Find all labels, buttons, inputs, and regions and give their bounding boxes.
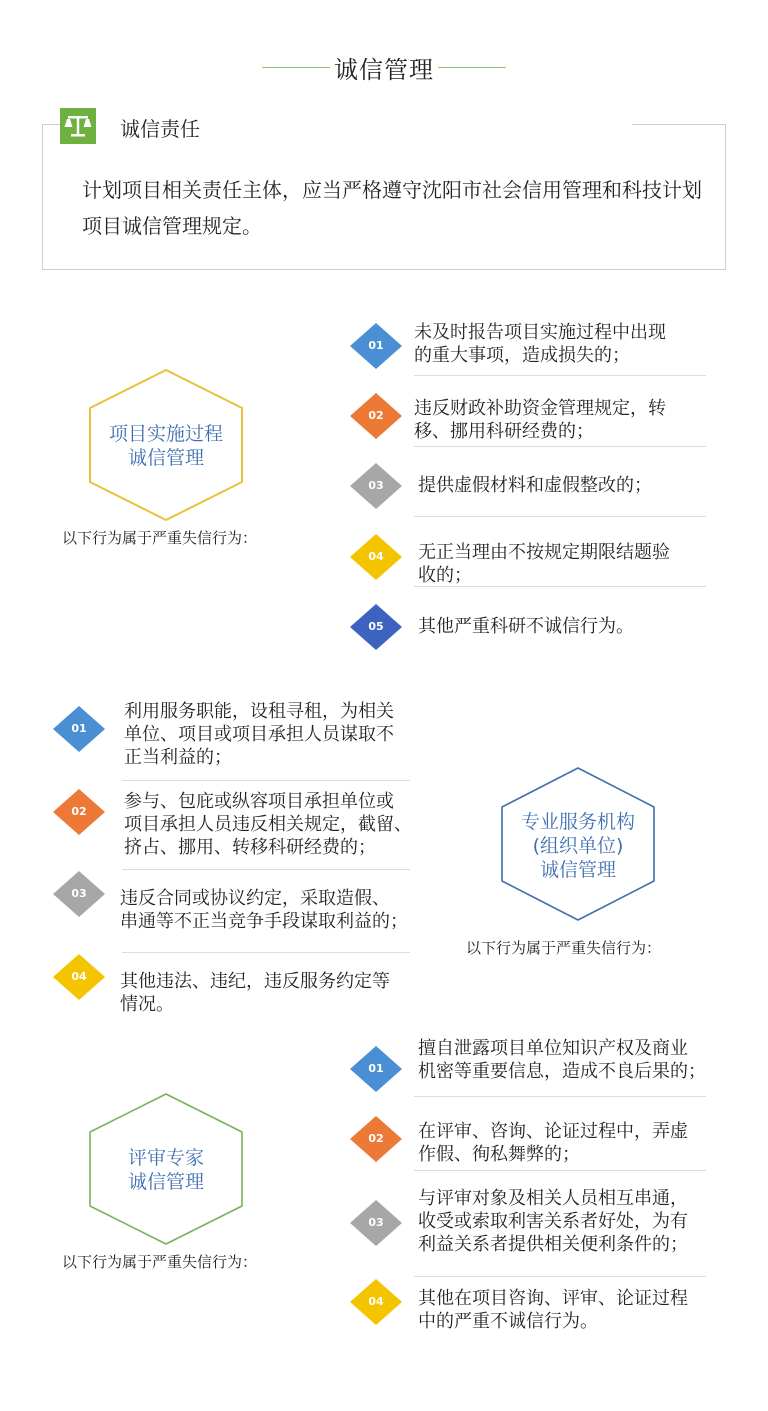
list-item-text bbox=[414, 397, 714, 443]
text-line: 利益关系者提供相关便利条件的； bbox=[418, 1234, 688, 1255]
badge-05: 05 bbox=[348, 603, 404, 651]
text-line: 在评审、咨询、论证过程中，弄虚 bbox=[418, 1121, 688, 1142]
hexagon-label-review-expert bbox=[88, 1146, 244, 1194]
badge-03: 03 bbox=[51, 870, 107, 918]
list-item-text bbox=[418, 474, 718, 497]
text-line: 作假、徇私舞弊的； bbox=[418, 1144, 580, 1165]
list-item-text bbox=[418, 615, 718, 638]
badge-02: 02 bbox=[348, 392, 404, 440]
item-divider bbox=[414, 375, 706, 376]
badge-03: 03 bbox=[348, 1199, 404, 1247]
text-line: 提供虚假材料和虚假整改的； bbox=[418, 475, 652, 496]
item-divider bbox=[414, 1170, 706, 1171]
item-divider bbox=[414, 586, 706, 587]
hexagon-label-project-implementation bbox=[88, 422, 244, 470]
hexagon-label-line: 项目实施过程 bbox=[108, 423, 223, 445]
text-line: 串通等不正当竞争手段谋取利益的； bbox=[120, 911, 408, 932]
text-line: 参与、包庇或纵容项目承担单位或 bbox=[124, 791, 394, 812]
text-line: 情况。 bbox=[120, 994, 174, 1015]
box-top-border-left bbox=[42, 124, 60, 125]
scale-icon bbox=[60, 108, 96, 144]
hexagon-label-line: 专业服务机构 bbox=[520, 811, 635, 833]
text-line: 挤占、挪用、转移科研经费的； bbox=[124, 837, 376, 858]
text-line: 违反财政补助资金管理规定，转 bbox=[414, 398, 666, 419]
text-line: 与评审对象及相关人员相互串通， bbox=[418, 1188, 688, 1209]
box-top-border-right bbox=[632, 124, 726, 125]
responsibility-title: 诚信责任 bbox=[120, 117, 200, 141]
item-divider bbox=[122, 869, 410, 870]
badge-02: 02 bbox=[348, 1115, 404, 1163]
section-note: 以下行为属于严重失信行为： bbox=[62, 1253, 258, 1271]
badge-03: 03 bbox=[348, 462, 404, 510]
list-item-text bbox=[418, 1287, 738, 1333]
list-item-text bbox=[418, 1120, 738, 1166]
item-divider bbox=[122, 780, 410, 781]
item-divider bbox=[414, 516, 706, 517]
badge-01: 01 bbox=[51, 705, 107, 753]
text-line: 其他严重科研不诚信行为。 bbox=[418, 616, 634, 637]
text-line: 未及时报告项目实施过程中出现 bbox=[414, 322, 666, 343]
text-line: 单位、项目或项目承担人员谋取不 bbox=[124, 724, 394, 745]
text-line: 的重大事项，造成损失的； bbox=[414, 345, 630, 366]
text-line: 收的； bbox=[418, 565, 472, 586]
badge-01: 01 bbox=[348, 322, 404, 370]
item-divider bbox=[414, 1276, 706, 1277]
text-line: 移、挪用科研经费的； bbox=[414, 421, 594, 442]
list-item-text bbox=[120, 887, 440, 933]
badge-04: 04 bbox=[348, 533, 404, 581]
item-divider bbox=[414, 446, 706, 447]
list-item-text bbox=[120, 970, 440, 1016]
text-line: 利用服务职能，设租寻租，为相关 bbox=[124, 701, 394, 722]
list-item-text bbox=[418, 541, 718, 587]
section-note: 以下行为属于严重失信行为： bbox=[466, 939, 662, 957]
text-line: 项目承担人员违反相关规定，截留、 bbox=[124, 814, 412, 835]
badge-04: 04 bbox=[51, 953, 107, 1001]
list-item-text bbox=[124, 790, 444, 859]
badge-04: 04 bbox=[348, 1278, 404, 1326]
text-line: 机密等重要信息，造成不良后果的； bbox=[418, 1061, 706, 1082]
title-right-rule bbox=[438, 67, 506, 68]
badge-01: 01 bbox=[348, 1045, 404, 1093]
responsibility-text: 计划项目相关责任主体，应当严格遵守沈阳市社会信用管理和科技计划项目诚信管理规定。 bbox=[82, 178, 702, 238]
hexagon-label-line: (组织单位) bbox=[532, 835, 624, 857]
hexagon-label-line: 诚信管理 bbox=[127, 1171, 204, 1193]
hexagon-label-line: 评审专家 bbox=[127, 1147, 204, 1169]
badge-02: 02 bbox=[51, 788, 107, 836]
list-item-text bbox=[414, 321, 714, 367]
hexagon-label-line: 诚信管理 bbox=[539, 859, 616, 881]
text-line: 无正当理由不按规定期限结题验 bbox=[418, 542, 670, 563]
text-line: 擅自泄露项目单位知识产权及商业 bbox=[418, 1038, 688, 1059]
text-line: 收受或索取利害关系者好处，为有 bbox=[418, 1211, 688, 1232]
item-divider bbox=[122, 952, 410, 953]
item-divider bbox=[414, 1096, 706, 1097]
page-title: 诚信管理 bbox=[334, 56, 434, 84]
text-line: 其他违法、违纪，违反服务约定等 bbox=[120, 971, 390, 992]
list-item-text bbox=[418, 1037, 738, 1083]
hexagon-label-line: 诚信管理 bbox=[127, 447, 204, 469]
text-line: 中的严重不诚信行为。 bbox=[418, 1311, 598, 1332]
list-item-text bbox=[418, 1187, 738, 1256]
hexagon-label-service-agency bbox=[500, 810, 656, 882]
text-line: 违反合同或协议约定，采取造假、 bbox=[120, 888, 390, 909]
text-line: 正当利益的； bbox=[124, 747, 232, 768]
section-note: 以下行为属于严重失信行为： bbox=[62, 529, 258, 547]
text-line: 其他在项目咨询、评审、论证过程 bbox=[418, 1288, 688, 1309]
list-item-text bbox=[124, 700, 444, 769]
